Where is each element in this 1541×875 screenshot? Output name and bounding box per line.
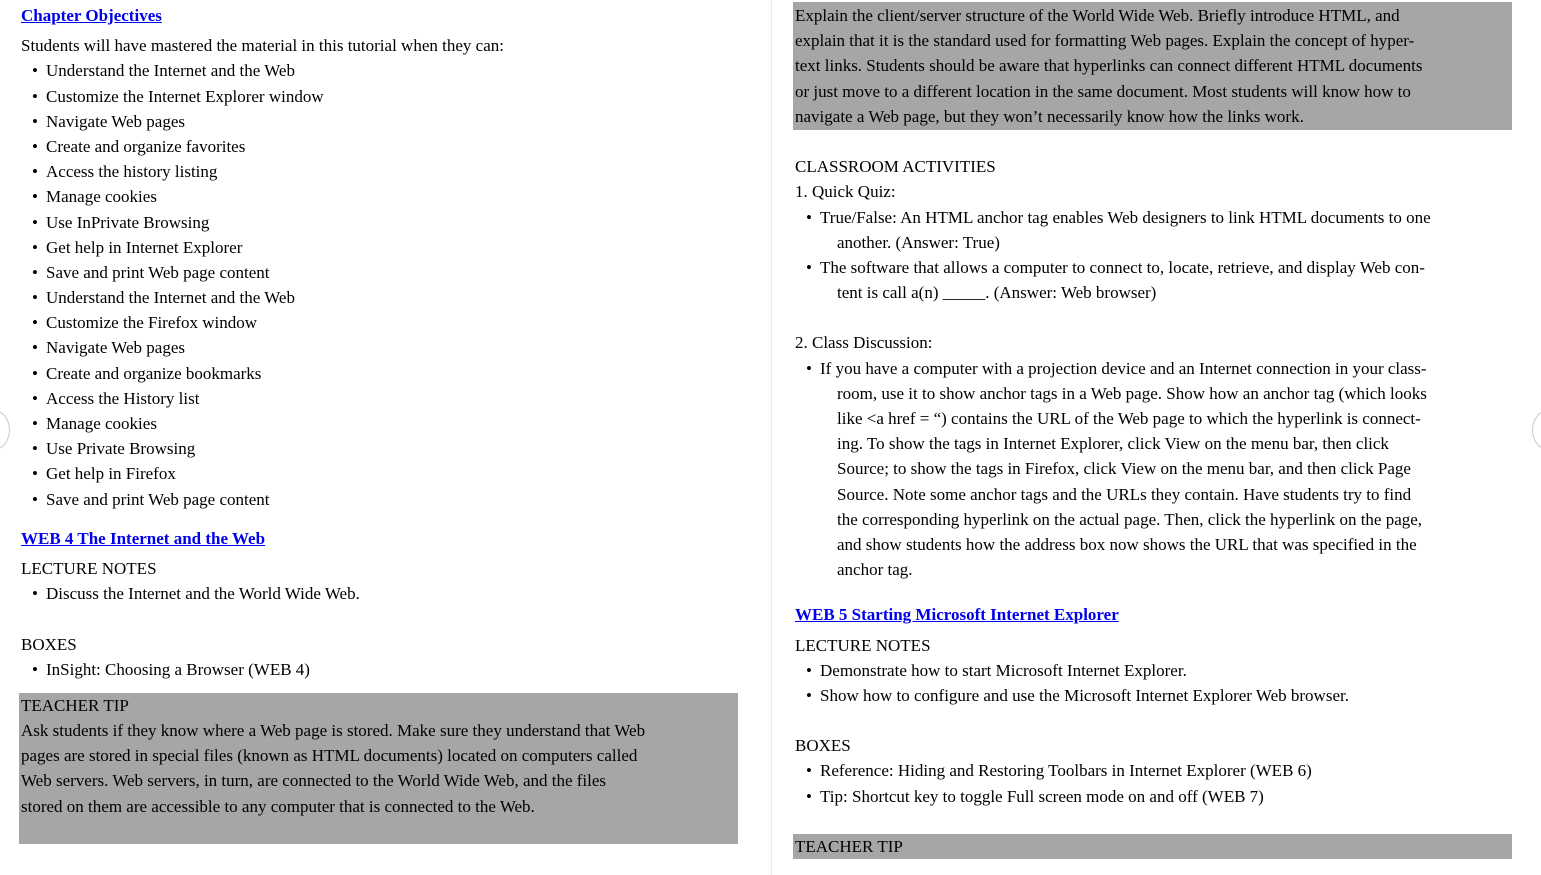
box-item: • InSight: Choosing a Browser (WEB 4)	[21, 657, 737, 682]
objective-item: • Save and print Web page content	[21, 260, 737, 285]
teacher-tip-line: Web servers. Web servers, in turn, are connected to the World Wide Web, and the files	[21, 771, 607, 791]
lecture-notes-heading: LECTURE NOTES	[795, 635, 931, 655]
objective-item: • Understand the Internet and the Web	[21, 58, 737, 83]
discussion-item-continued: ing. To show the tags in Internet Explorer, click View on the menu bar, then click	[837, 434, 1389, 454]
box-item: • Tip: Shortcut key to toggle Full screen mode on and off (WEB 7)	[795, 784, 1511, 809]
discussion-item-continued: room, use it to show anchor tags in a Web page. Show how an anchor tag (which looks	[837, 383, 1427, 403]
discussion-item-continued: and show students how the address box now shows the URL that was specified in the	[837, 534, 1417, 554]
teacher-tip-box	[19, 693, 738, 844]
discussion-item-continued: Source; to show the tags in Firefox, click View on the menu bar, and then click Page	[837, 459, 1411, 479]
left-page	[0, 0, 770, 875]
teacher-tip-line: stored on them are accessible to any computer that is connected to the Web.	[21, 796, 535, 816]
discussion-item-continued: like <a href = “) contains the URL of the Web page to which the hyperlink is connect-	[837, 409, 1421, 428]
objective-item: • Customize the Internet Explorer window	[21, 84, 737, 109]
previous-page-arrow[interactable]	[0, 410, 10, 450]
lecture-note-item: • Discuss the Internet and the World Wide Web.	[21, 581, 737, 606]
objective-item: • Manage cookies	[21, 184, 737, 209]
right-page	[771, 0, 1541, 875]
objective-item: • Use Private Browsing	[21, 436, 737, 461]
left-page-content	[21, 3, 737, 844]
lecture-notes-list	[21, 581, 737, 606]
boxes-list	[21, 657, 737, 682]
teacher-tip-line: explain that it is the standard used for formatting Web pages. Explain the concept of hyper-	[795, 31, 1415, 51]
objective-item: • Create and organize favorites	[21, 134, 737, 159]
classroom-activities-heading: CLASSROOM ACTIVITIES	[795, 157, 996, 177]
objective-item: • Use InPrivate Browsing	[21, 210, 737, 235]
objective-item: • Understand the Internet and the Web	[21, 285, 737, 310]
teacher-tip-line: pages are stored in special files (known as HTML documents) located on computers called	[21, 746, 638, 766]
chapter-objectives-link[interactable]: Chapter Objectives	[21, 6, 162, 25]
objective-item: • Create and organize bookmarks	[21, 361, 737, 386]
teacher-tip-line: navigate a Web page, but they won’t necessarily know how the links work.	[795, 106, 1304, 126]
class-discussion-heading: 2. Class Discussion:	[795, 333, 933, 353]
lecture-note-item: • Demonstrate how to start Microsoft Internet Explorer.	[795, 658, 1511, 683]
discussion-item-continued: Source. Note some anchor tags and the URLs they contain. Have students try to find	[837, 484, 1412, 504]
discussion-list	[795, 356, 1511, 583]
quick-quiz-heading: 1. Quick Quiz:	[795, 182, 896, 202]
boxes-heading: BOXES	[795, 736, 851, 756]
section-link-web4[interactable]: WEB 4 The Internet and the Web	[21, 528, 266, 548]
lecture-notes-heading: LECTURE NOTES	[21, 558, 157, 578]
objective-item: • Get help in Internet Explorer	[21, 235, 737, 260]
objective-item: • Manage cookies	[21, 411, 737, 436]
boxes-list	[795, 758, 1511, 808]
lecture-note-item: • Show how to configure and use the Microsoft Internet Explorer Web browser.	[795, 683, 1511, 708]
teacher-tip-heading: TEACHER TIP	[21, 695, 129, 715]
teacher-tip-heading: TEACHER TIP	[793, 834, 1512, 859]
box-item: • Reference: Hiding and Restoring Toolbars in Internet Explorer (WEB 6)	[795, 758, 1511, 783]
quiz-item-continued: another. (Answer: True)	[837, 232, 1000, 252]
discussion-item-continued: the corresponding hyperlink on the actual page. Then, click the hyperlink on the page,	[837, 509, 1423, 529]
objective-item: • Get help in Firefox	[21, 461, 737, 486]
objective-item: • Access the History list	[21, 386, 737, 411]
objective-item: • Navigate Web pages	[21, 109, 737, 134]
quiz-list	[795, 205, 1511, 306]
objective-item: • Navigate Web pages	[21, 335, 737, 360]
objective-item: • Customize the Firefox window	[21, 310, 737, 335]
quiz-item-continued: tent is call a(n) _____. (Answer: Web browser)	[837, 283, 1157, 303]
discussion-item: • If you have a computer with a projection device and an Internet connection in your class-	[795, 356, 1511, 381]
quiz-item: • The software that allows a computer to connect to, locate, retrieve, and display Web con-	[795, 255, 1511, 280]
quiz-item: • True/False: An HTML anchor tag enables Web designers to link HTML documents to one	[795, 205, 1511, 230]
teacher-tip-line: text links. Students should be aware that hyperlinks can connect different HTML documents	[795, 56, 1423, 76]
objectives-list	[21, 58, 737, 511]
teacher-tip-line: or just move to a different location in the same document. Most students will know how to	[795, 81, 1411, 101]
next-page-arrow[interactable]	[1532, 410, 1541, 450]
right-page-content	[795, 3, 1511, 859]
section-link-web5[interactable]: WEB 5 Starting Microsoft Internet Explorer	[795, 605, 1119, 625]
teacher-tip-line: Explain the client/server structure of the World Wide Web. Briefly introduce HTML, and	[795, 6, 1400, 25]
lecture-notes-list	[795, 658, 1511, 708]
teacher-tip-line: Ask students if they know where a Web page is stored. Make sure they understand that Web	[21, 721, 646, 741]
objective-item: • Save and print Web page content	[21, 487, 737, 512]
objective-item: • Access the history listing	[21, 159, 737, 184]
objectives-intro: Students will have mastered the material in this tutorial when they can:	[21, 36, 504, 56]
discussion-item-continued: anchor tag.	[837, 560, 913, 580]
boxes-heading: BOXES	[21, 634, 77, 654]
